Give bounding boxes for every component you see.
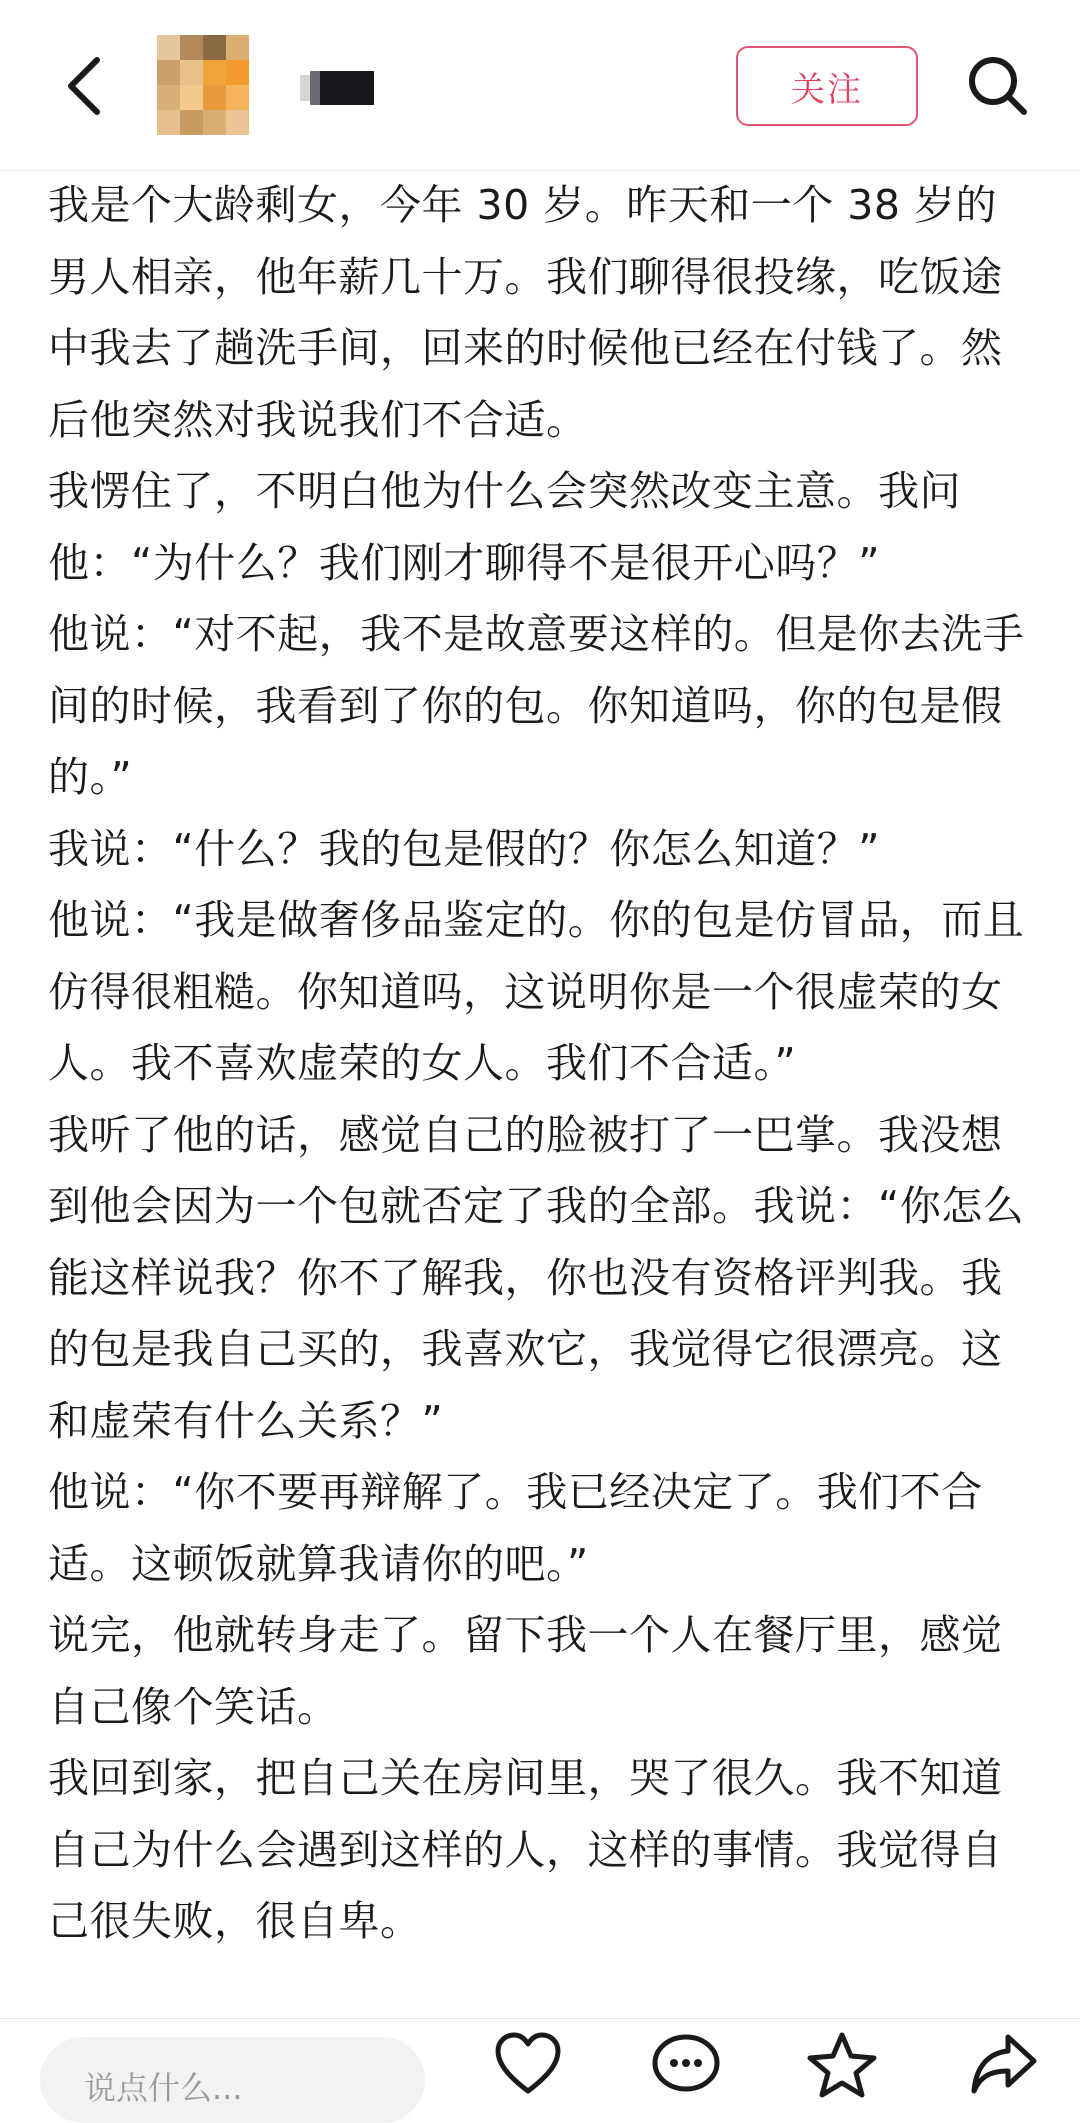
avatar[interactable] — [157, 35, 249, 135]
avatar-image — [157, 35, 249, 135]
chevron-left-icon — [63, 54, 103, 118]
comment-button[interactable] — [648, 2031, 724, 2107]
comment-icon — [650, 2031, 722, 2099]
search-button[interactable] — [960, 48, 1036, 124]
follow-button[interactable]: 关注 — [736, 46, 918, 126]
like-button[interactable] — [490, 2031, 566, 2107]
star-icon — [806, 2031, 878, 2099]
post-paragraph: 我是个大龄剩女，今年 30 岁。昨天和一个 38 岁的男人相亲，他年薪几十万。我们聊得很投缘，吃饭途中我去了趟洗手间，回来的时候他已经在付钱了。然后他突然对我说我们不合适。 — [48, 181, 1003, 444]
post-paragraph: 我愣住了，不明白他为什么会突然改变主意。我问他：“为什么？我们刚才聊得不是很开心吗？” — [48, 467, 961, 587]
share-button[interactable] — [966, 2031, 1042, 2107]
redacted-name-mark — [300, 71, 374, 105]
bottom-action-bar — [0, 2018, 1080, 2107]
post-body — [48, 170, 1038, 1958]
post-paragraph: 他说：“对不起，我不是故意要这样的。但是你去洗手间的时候，我看到了你的包。你知道吗，你的包是假的。” — [48, 610, 1025, 801]
post-paragraph: 我说：“什么？我的包是假的？你怎么知道？” — [48, 824, 880, 873]
post-paragraph: 说完，他就转身走了。留下我一个人在餐厅里，感觉自己像个笑话。 — [48, 1611, 1003, 1731]
post-paragraph: 他说：“我是做奢侈品鉴定的。你的包是仿冒品，而且仿得很粗糙。你知道吗，这说明你是一个很虚荣的女人。我不喜欢虚荣的女人。我们不合适。” — [48, 896, 1025, 1087]
post-paragraph: 他说：“你不要再辩解了。我已经决定了。我们不合适。这顿饭就算我请你的吧。” — [48, 1468, 983, 1588]
post-paragraph: 我听了他的话，感觉自己的脸被打了一巴掌。我没想到他会因为一个包就否定了我的全部。我说：“你怎么能这样说我？你不了解我，你也没有资格评判我。我的包是我自己买的，我喜欢它，我觉得它很漂亮。这和虚荣有什么关系？” — [48, 1110, 1025, 1445]
search-icon — [966, 54, 1030, 118]
share-icon — [968, 2031, 1040, 2099]
heart-icon — [494, 2031, 562, 2099]
username-redacted[interactable] — [300, 71, 374, 105]
post-paragraph: 我回到家，把自己关在房间里，哭了很久。我不知道自己为什么会遇到这样的人，这样的事情。我觉得自己很失败，很自卑。 — [48, 1754, 1003, 1945]
back-button[interactable] — [48, 48, 118, 124]
comment-input[interactable]: 说点什么... — [40, 2037, 425, 2123]
top-bar — [0, 0, 1080, 171]
favorite-button[interactable] — [804, 2031, 880, 2107]
